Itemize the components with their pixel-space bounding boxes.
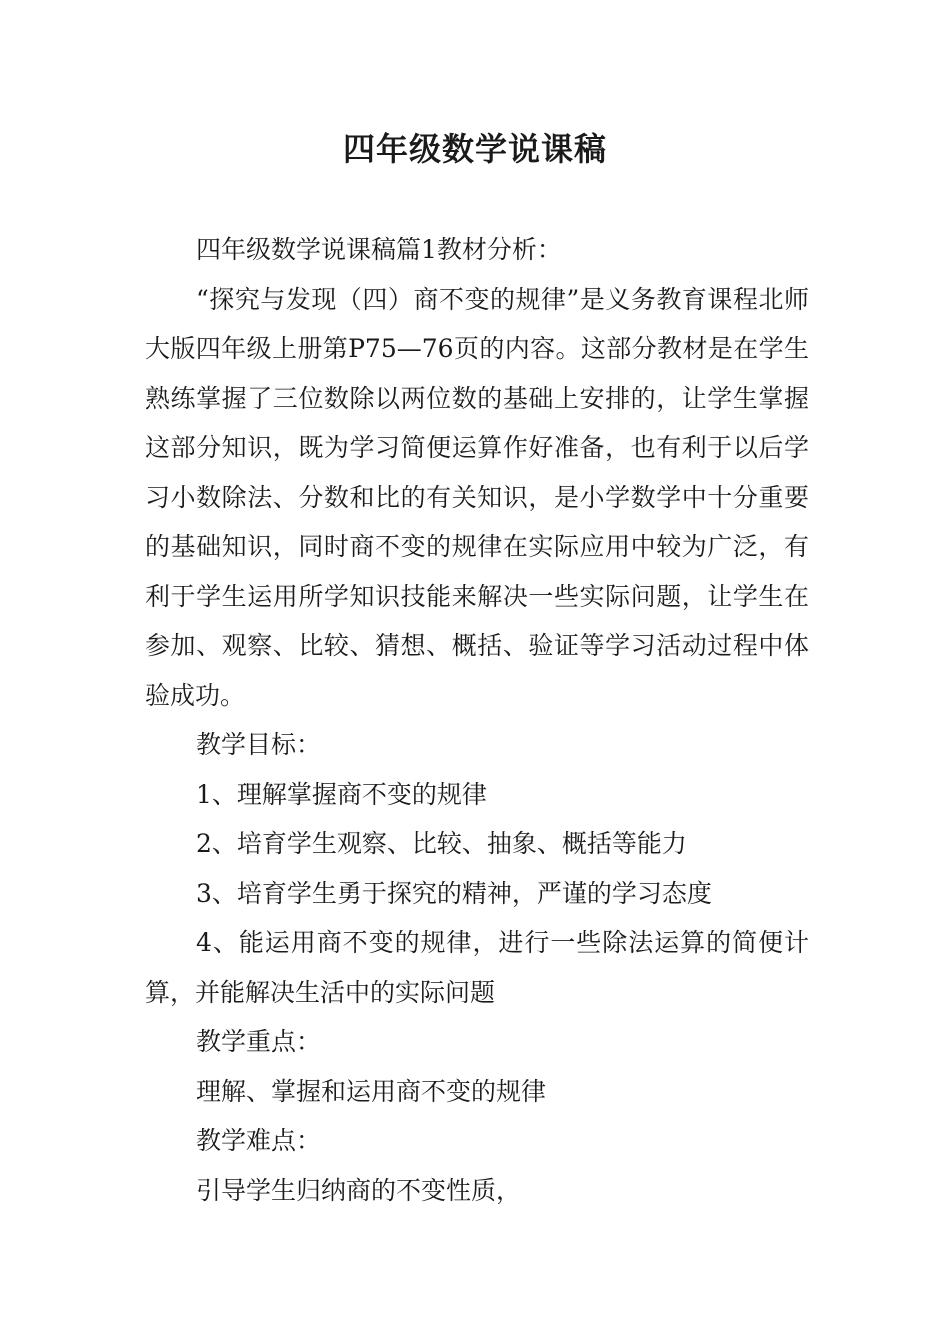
paragraph-key-points: 理解、掌握和运用商不变的规律 — [196, 1076, 547, 1106]
paragraph-goal-3: 3、培育学生勇于探究的精神，严谨的学习态度 — [196, 878, 712, 908]
paragraph-difficulty-heading: 教学难点： — [196, 1126, 322, 1155]
paragraph-key-points-heading: 教学重点： — [196, 1027, 322, 1056]
paragraph-difficulty: 引导学生归纳商的不变性质， — [196, 1175, 522, 1205]
document-title: 四年级数学说课稿 — [342, 130, 607, 168]
paragraph-goal-1: 1、理解掌握商不变的规律 — [196, 779, 487, 809]
document-body — [145, 225, 809, 1215]
paragraph-analysis: “探究与发现（四）商不变的规律”是义务教育课程北师大版四年级上册第P75—76页的内容。这部分教材是在学生熟练掌握了三位数除以两位数的基础上安排的，让学生掌握这部分知识，既为学习简便运算作好准备，也有利于以后学习小数除法、分数和比的有关知识，是小学数学中十分重要的基础知识，同时商不变的规律在实际应用中较为广泛，有利于学生运用所学知识技能来解决一些实际问题，让学生在参加、观察、比较、猜想、概括、验证等学习活动过程中体验成功。 — [145, 284, 809, 710]
paragraph-goal-4: 4、能运用商不变的规律，进行一些除法运算的简便计算，并能解决生活中的实际问题 — [145, 928, 809, 1007]
paragraph-goals-heading: 教学目标： — [196, 730, 322, 759]
paragraph-intro: 四年级数学说课稿篇1教材分析： — [196, 235, 562, 264]
paragraph-goal-2: 2、培育学生观察、比较、抽象、概括等能力 — [196, 829, 687, 858]
